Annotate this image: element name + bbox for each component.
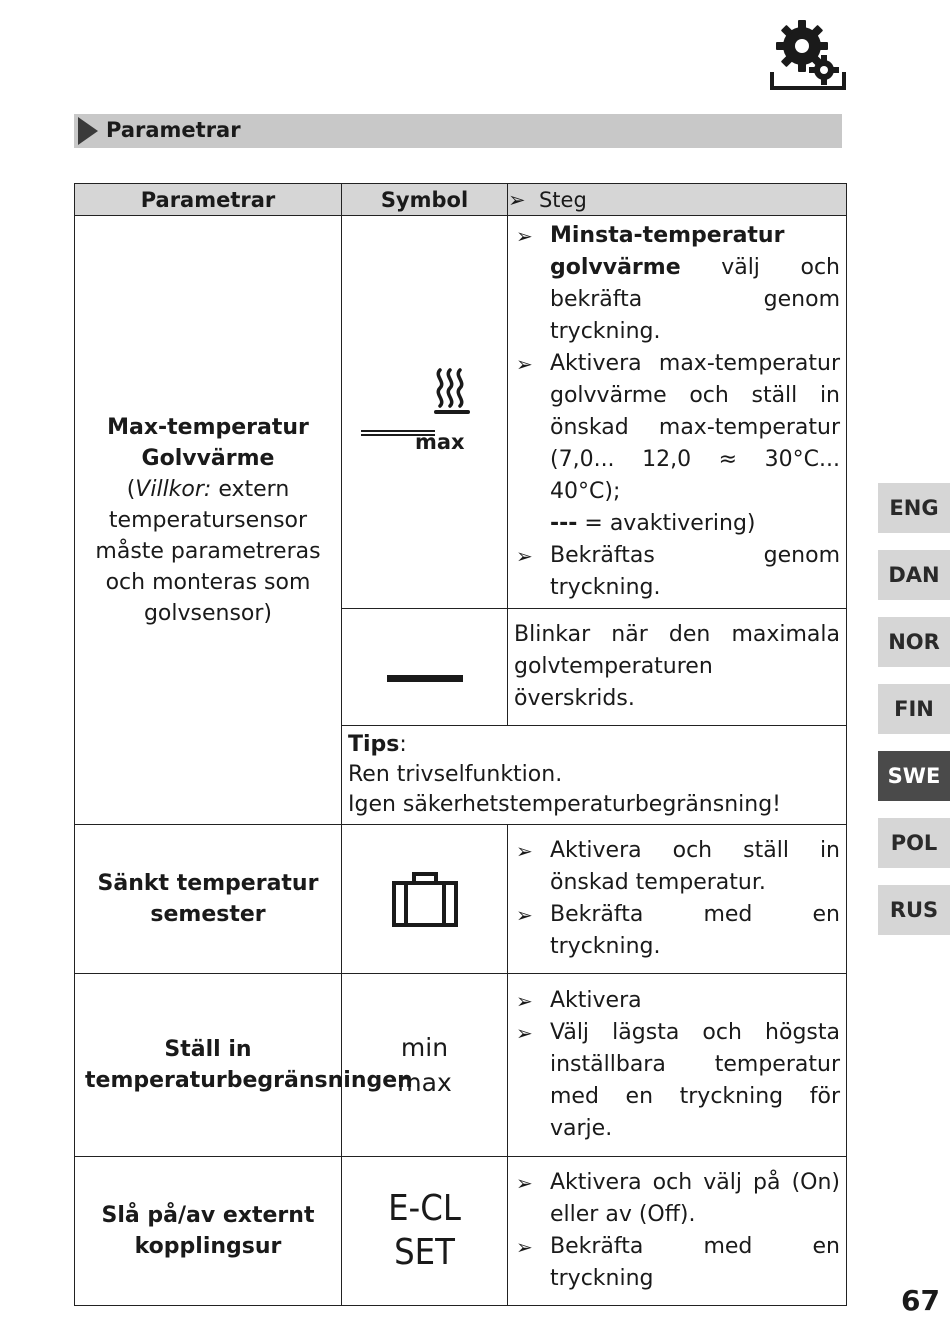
max-label: max [415,430,465,454]
steps-cell [508,825,847,974]
tab-rus[interactable]: RUS [878,885,950,935]
suitcase-icon [390,869,460,929]
parameter-name-cell [75,1157,342,1306]
parameter-name: Max-temperatur Golvvärme [107,414,309,471]
symbol-line: E-CL [388,1188,461,1229]
tab-pol[interactable]: POL [878,818,950,868]
parameter-name: Slå på/av externt kopplingsur [101,1203,315,1259]
header-symbol: Symbol [342,184,508,216]
arrowhead-bullet-icon: ➢ [516,352,533,376]
symbol-cell [342,974,508,1157]
max-indicator [343,424,506,460]
arrowhead-bullet-icon: ➢ [516,224,533,248]
floor-heating-icon [380,364,470,424]
header-steps: ➢ Steg [508,184,847,216]
parameter-name-cell [75,974,413,1157]
symbol-line: SET [394,1232,455,1273]
arrowhead-bullet-icon: ➢ [516,1021,533,1045]
table-header-row [75,184,847,216]
arrowhead-bullet-icon: ➢ [508,187,526,212]
header-parameter: Parametrar [75,184,342,216]
triangle-marker-icon [78,117,98,145]
warning-text: Blinkar när den maximala golvtemperaturen överskrids. [508,609,847,726]
parameter-name: Ställ in temperaturbegränsningen [85,1037,413,1093]
steps-cell [508,216,847,609]
table-row [75,974,847,1157]
condition-label: Villkor: [135,476,212,502]
tab-swe[interactable]: SWE [878,751,950,801]
section-title: Parametrar [106,118,241,142]
dash-icon [385,674,465,684]
step-item: ➢ Minsta-temperatur golvvärme välj och bekräfta genom tryckning. [514,220,840,348]
symbol-line: max [397,1068,452,1097]
arrowhead-bullet-icon: ➢ [516,989,533,1013]
page-number: 67 [901,1284,940,1317]
symbol-cell [342,216,508,609]
parameter-name-cell [75,825,342,974]
tips-label: Tips [348,732,400,757]
section-header [74,114,842,148]
step-item: ➢ Aktivera och välj på (On) eller av (Off). [514,1167,840,1231]
arrowhead-bullet-icon: ➢ [516,544,533,568]
tab-dan[interactable]: DAN [878,550,950,600]
arrowhead-bullet-icon: ➢ [516,1171,533,1195]
symbol-cell [342,1157,508,1306]
arrowhead-bullet-icon: ➢ [516,1235,533,1259]
tips-line: Igen säkerhetstemperaturbegränsning! [348,792,781,817]
parameter-name-cell: Max-temperatur Golvvärme (Villkor: extern temperatursensor måste parametreras och monteras som golvsensor) [75,216,342,825]
tab-nor[interactable]: NOR [878,617,950,667]
step-item: ➢ Bekräfta med en tryckning [514,1231,840,1295]
tab-eng[interactable]: ENG [878,483,950,533]
symbol-cell [342,825,508,974]
step-item: ➢ Aktivera och ställ in önskad temperatur. [514,835,840,899]
table-row [75,216,847,609]
step-item: ➢ Bekräfta med en tryckning. [514,899,840,963]
symbol-cell [342,609,508,726]
step-item: ➢ Aktivera [514,985,840,1017]
parameter-name: Sänkt temperatur semester [97,871,319,927]
settings-gears-icon [770,16,846,92]
steps-cell [508,1157,847,1306]
arrowhead-bullet-icon: ➢ [516,839,533,863]
steps-cell [508,974,847,1157]
deactivate-symbol: --- [550,511,578,536]
table-row [75,825,847,974]
condition-text: extern temperatursensor måste parametreras och monteras som golvsensor) [95,476,321,626]
symbol-line: min [400,1033,449,1062]
arrowhead-bullet-icon: ➢ [516,903,533,927]
tab-fin[interactable]: FIN [878,684,950,734]
step-item: ➢ Välj lägsta och högsta inställbara temperatur med en tryckning för varje. [514,1017,840,1145]
step-item: ➢ Aktivera max-temperatur golvvärme och ställ in önskad max-temperatur (7,0... 12,0 ≈ 30°C... 40°C); --- = avaktivering) [514,348,840,540]
table-row [75,1157,847,1306]
tips-cell: Tips: Ren trivselfunktion. Igen säkerhetstemperaturbegränsning! [342,726,847,825]
language-tabs [878,483,950,952]
tips-line: Ren trivselfunktion. [348,762,563,787]
step-item: ➢ Bekräftas genom tryckning. [514,540,840,604]
parameter-table [74,183,847,1306]
